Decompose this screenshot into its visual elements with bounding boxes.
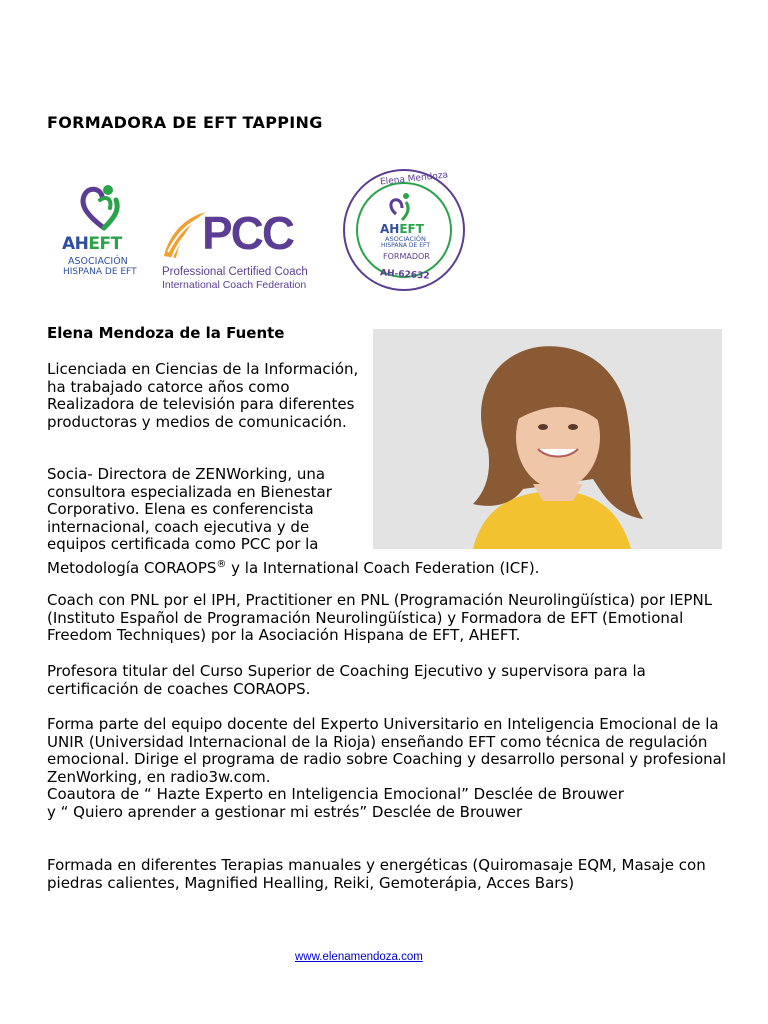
book-line-1: Coautora de “ Hazte Experto en Inteligencia Emocional” Desclée de Brouwer [47, 785, 624, 804]
portrait-photo [373, 329, 722, 549]
aheft-logo [60, 182, 150, 282]
seal-line2: HISPANA DE EFT [381, 242, 431, 249]
website-link[interactable]: www.elenamendoza.com [295, 951, 423, 963]
pcc-logo [160, 207, 320, 302]
page-title: FORMADORA DE EFT TAPPING [47, 113, 323, 132]
person-name: Elena Mendoza de la Fuente [47, 324, 285, 342]
formador-seal [340, 168, 468, 292]
seal-brand: AHEFT [380, 222, 424, 236]
bio-paragraph-2: Socia- Directora de ZENWorking, una consultora especializada en Bienestar Corporativo. Elena es conferencista internacional, coach ejecutiva y de equipos certificada como PCC por la [47, 465, 332, 554]
icf-text: y la International Coach Federation (ICF). [226, 559, 540, 577]
heart-figure-icon [74, 182, 134, 234]
portrait-illustration [373, 329, 722, 549]
aheft-brand: AHEFT [62, 234, 122, 254]
seal-role: FORMADOR [383, 252, 430, 261]
seal-top-text: Elena Mendoza [379, 170, 449, 188]
bio-paragraph-2-end [47, 556, 737, 578]
registered-mark: ® [216, 559, 227, 570]
bio-paragraph-1: Licenciada en Ciencias de la Información, ha trabajado catorce años como Realizadora de televisión para diferentes productoras y medios de comunicación. [47, 360, 359, 431]
bio-paragraph-4: Profesora titular del Curso Superior de Coaching Ejecutivo y supervisora para la certificación de coaches CORAOPS. [47, 662, 646, 698]
logos-row [60, 168, 480, 298]
pcc-line1: Professional Certified Coach [162, 266, 308, 278]
bio-paragraph-5 [47, 716, 737, 822]
pcc-title: PCC [202, 207, 294, 259]
seal-code: AH-62632 [379, 268, 430, 282]
aheft-line1: ASOCIACIÓN [68, 256, 128, 267]
bio-paragraph-5-text: Forma parte del equipo docente del Experto Universitario en Inteligencia Emocional de la UNIR (Universidad Internacional de la Rioja) enseñando EFT como técnica de regulación emocional. Dirige el programa de radio sobre Coaching y desarrollo personal y profesional ZenWorking, en radio3w.com. [47, 715, 727, 786]
book-line-2: y “ Quiero aprender a gestionar mi estrés” Desclée de Brouwer [47, 802, 523, 821]
bio-paragraph-3: Coach con PNL por el IPH, Practitioner en PNL (Programación Neurolingüística) por IEPNL (Instituto Español de Programación Neurolingüística) y Formadora de EFT (Emotional Freedom Techniques) por la Asociación Hispana de EFT, AHEFT. [47, 591, 713, 645]
aheft-line2: HISPANA DE EFT [63, 267, 137, 277]
seal-line1: ASOCIACIÓN [385, 235, 426, 243]
pcc-line2: International Coach Federation [162, 279, 307, 291]
bio-paragraph-6: Formada en diferentes Terapias manuales y energéticas (Quiromasaje EQM, Masaje con piedras calientes, Magnified Healling, Reiki, Gemoterápia, Acces Bars) [47, 856, 706, 892]
coraops-text: Metodología CORAOPS [47, 559, 217, 577]
